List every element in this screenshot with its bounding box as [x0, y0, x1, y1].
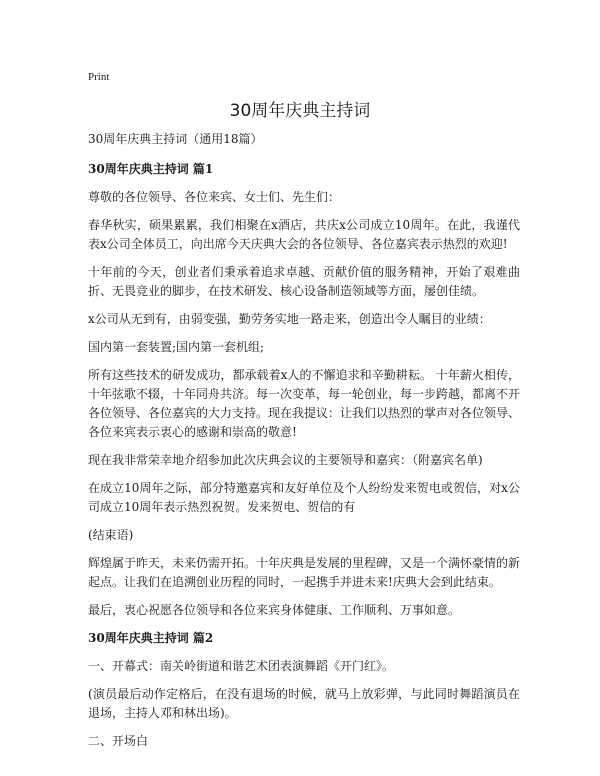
- paragraph: 二、开场白: [88, 734, 149, 748]
- paragraph: 十年前的今天，创业者们秉承着追求卓越、贡献价值的服务精神，开始了艰难曲折、无畏竞业的脚步，在技术研发、核心设备制造领域等方面，屡创佳绩。: [88, 265, 520, 298]
- paragraph: 一、开幕式：南关岭街道和谐艺术团表演舞蹈《开门红》。: [88, 659, 395, 673]
- paragraph: (演员最后动作定格后，在没有退场的时候，就马上放彩弹，与此同时舞蹈演员在退场，主持人邓和林出场)。: [88, 687, 520, 720]
- paragraph: 春华秋实，硕果累累，我们相聚在x酒店，共庆x公司成立10周年。在此，我谨代表x公司全体员工，向出席今天庆典大会的各位领导、各位嘉宾表示热烈的欢迎!: [88, 218, 520, 251]
- paragraph: x公司从无到有，由弱变强，勤劳务实地一路走来，创造出令人瞩目的业绩：: [88, 312, 491, 326]
- paragraph: 辉煌属于昨天，未来仍需开拓。十年庆典是发展的里程碑，又是一个满怀豪情的新起点。让我们在追溯创业历程的同时，一起携手并进未来!庆典大会到此结束。: [88, 556, 521, 589]
- paragraph: 所有这些技术的研发成功，都承载着x人的不懈追求和辛勤耕耘。 十年薪火相传，十年弦歌不辍，十年同舟共济。每一次变革，每一轮创业，每一步跨越，都离不开各位领导、各位嘉宾的大力支持。现在我提议：让我们以热烈的掌声对各位领导、各位来宾表示衷心的感谢和崇高的敬意!: [88, 368, 521, 439]
- paragraph: 尊敬的各位领导、各位来宾、女士们、先生们：: [88, 190, 341, 204]
- document-subtitle: 30周年庆典主持词（通用18篇）: [88, 132, 263, 146]
- section-heading: 30周年庆典主持词 篇1: [88, 162, 214, 176]
- page-title: 30周年庆典主持词: [229, 101, 371, 121]
- print-link[interactable]: Print: [88, 71, 110, 83]
- section-heading: 30周年庆典主持词 篇2: [88, 631, 214, 645]
- paragraph: 在成立10周年之际，部分特邀嘉宾和友好单位及个人纷纷发来贺电或贺信，对x公司成立10周年表示热烈祝贺。发来贺电、贺信的有: [88, 481, 520, 514]
- document-body: [88, 130, 520, 760]
- paragraph: 现在我非常荣幸地介绍参加此次庆典会议的主要领导和嘉宾：（附嘉宾名单): [88, 453, 483, 467]
- paragraph: 国内第一套装置;国内第一套机组;: [88, 340, 265, 354]
- paragraph: 最后，衷心祝愿各位领导和各位来宾身体健康、工作顺利、万事如意。: [88, 603, 461, 617]
- paragraph: (结束语): [88, 528, 134, 542]
